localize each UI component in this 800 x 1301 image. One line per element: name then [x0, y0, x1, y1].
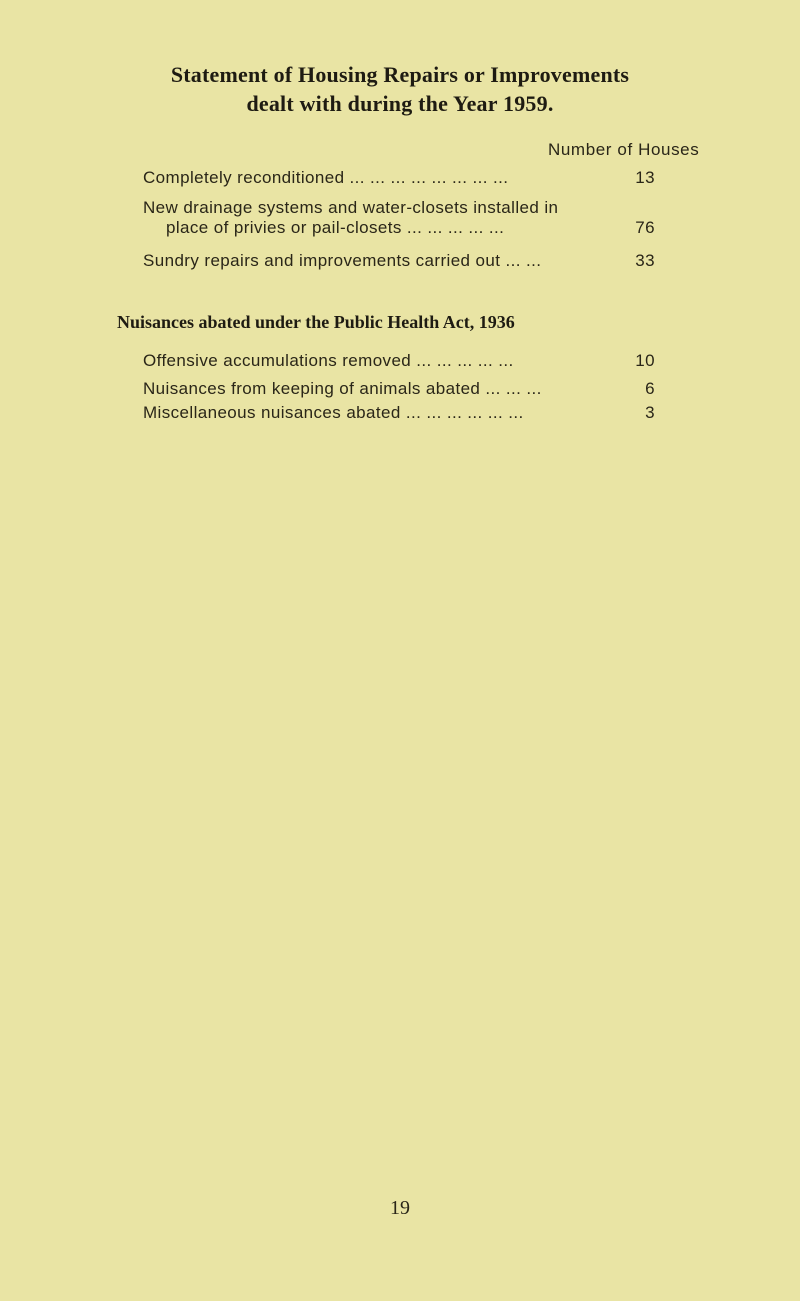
nuisance-row-label: Nuisances from keeping of animals abated ... ... ...: [143, 379, 542, 398]
nuisance-row-label: Offensive accumulations removed ... ... ... ... ...: [143, 351, 514, 370]
nuisances-heading: Nuisances abated under the Public Health Act, 1936: [117, 312, 515, 332]
housing-row-label: Completely reconditioned ... ... ... ... ... ... ... ...: [143, 168, 509, 187]
page-title-line-1: Statement of Housing Repairs or Improvements: [170, 62, 630, 87]
nuisance-row-label: Miscellaneous nuisances abated ... ... ... ... ... ...: [143, 403, 524, 422]
page-number: 19: [390, 1197, 410, 1219]
housing-row-value: 13: [635, 168, 655, 187]
column-header-number-of-houses: Number of Houses: [548, 140, 700, 159]
nuisance-row-value: 10: [635, 351, 655, 370]
housing-row-label: New drainage systems and water-closets installed in: [143, 198, 559, 217]
housing-row-value: 33: [635, 251, 655, 270]
page-title-line-2: dealt with during the Year 1959.: [246, 91, 554, 116]
nuisance-row-value: 6: [645, 379, 655, 398]
housing-row-label: place of privies or pail-closets ... ... ... ... ...: [166, 218, 505, 237]
housing-row-value: 76: [635, 218, 655, 237]
nuisance-row-value: 3: [645, 403, 655, 422]
housing-row-label: Sundry repairs and improvements carried out ... ...: [143, 251, 542, 270]
